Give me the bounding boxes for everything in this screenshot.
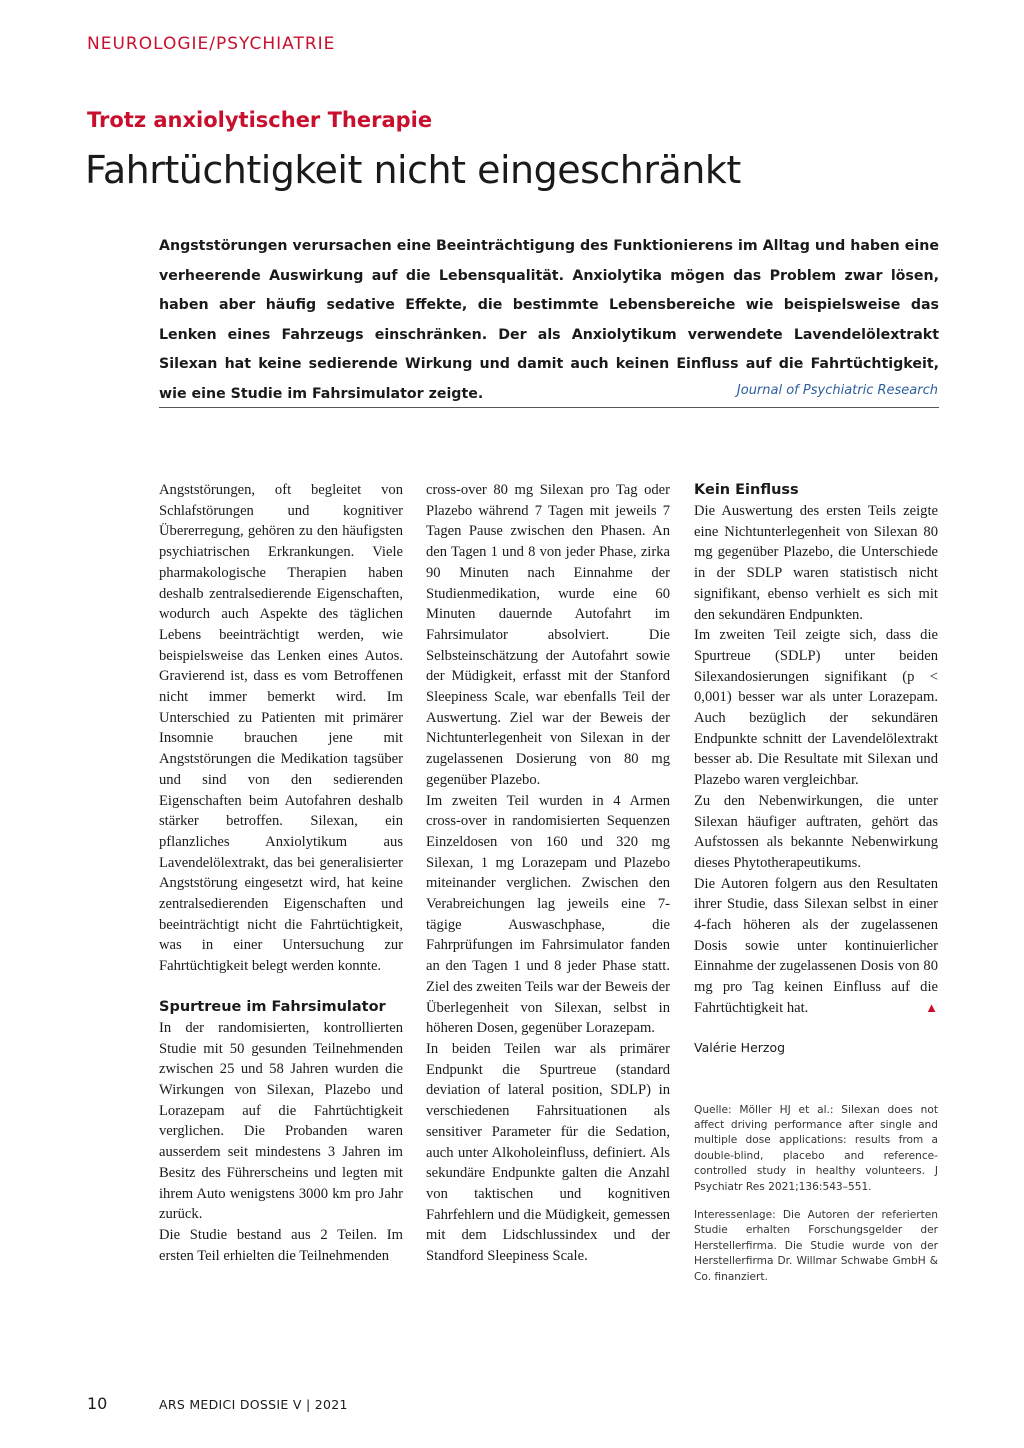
body-paragraph-study-part1: Die Studie bestand aus 2 Teilen. Im ersten Teil erhielten die Teilnehmenden (159, 1226, 403, 1264)
divider (159, 407, 939, 408)
publication-title: ARS MEDICI DOSSIE V | 2021 (159, 1397, 348, 1412)
lead-paragraph: Angststörungen verursachen eine Beeinträchtigung des Funktionierens im Alltag und haben eine verheerende Auswirkung auf die Lebensqualität. Anxiolytika mögen das Problem zwar lösen, haben aber häufig sedative Effekte, die bestimmte Lebensbereiche wie beispielsweise das Lenken eines Fahrzeugs einschränken. Der als Anxiolytikum verwendete Lavendelölextrakt Silexan hat keine sedierende Wirkung und damit auch keinen Einfluss auf die Fahrtüchtigkeit, wie eine Studie im Fahrsimulator zeigte. (159, 238, 939, 402)
body-paragraph: Im zweiten Teil zeigte sich, dass die Spurtreue (SDLP) unter beiden Silexandosierungen signifikant (p < 0,001) besser war als unter Lorazepam. Auch bezüglich der sekundären Endpunkte schnitt der Lavendelölextrakt besser ab. Die Resultate mit Silexan und Plazebo waren vergleichbar. (694, 627, 938, 789)
body-paragraph: Im zweiten Teil wurden in 4 Armen cross-over in randomisierten Sequenzen Einzeldosen von 160 und 320 mg Silexan, 1 mg Lorazepam und Plazebo miteinander verglichen. Zwischen den Verabreichungen lag jeweils eine 7-tägige Auswaschphase, die Fahrprüfungen im Fahrsimulator fanden an den Tagen 1 und 8 jeder Phase statt. Ziel des zweiten Teils war der Beweis der Überlegenheit von Silexan, selbst in höheren Dosen, gegenüber Lorazepam. (426, 792, 670, 1037)
column-3 (694, 480, 938, 1285)
column-2 (426, 480, 670, 1267)
body-paragraph-study-part1-cont: cross-over 80 mg Silexan pro Tag oder Plazebo während 7 Tagen mit jeweils 7 Tagen Pause zwischen den Phasen. An den Tagen 1 und 8 von jeder Phase, zirka 90 Minuten nach Einnahme der Studienmedikation, wurde eine 60 Minuten dauernde Autofahrt im Fahrsimulator absolviert. Die Selbsteinschätzung der Autofahrt sowie der Müdigkeit, erfasst mit der Stanford Sleepiness Scale, war ebenfalls Teil der Auswertung. Ziel war der Beweis der Nichtunterlegenheit von Silexan in der zugelassenen Dosierung von 80 mg gegenüber Plazebo. (426, 482, 670, 788)
journal-citation: Journal of Psychiatric Research (736, 383, 938, 398)
body-paragraph: Zu den Nebenwirkungen, die unter Silexan häufiger auftraten, gehört das Aufstossen als bekannte Nebenwirkung dieses Phytotherapeutikums. (694, 792, 938, 871)
body-paragraph: Angststörungen, oft begleitet von Schlafstörungen und kognitiver Übererregung, gehören zu den häufigsten psychiatrischen Erkrankungen. Viele pharmakologische Therapien haben deshalb zentralsedierende Eigenschaften, wodurch auch Aspekte des täglichen Lebens beeinträchtigt werden, wie beispielsweise das Lenken eines Autos. Gravierend ist, dass es vom Betroffenen nicht immer bemerkt wird. Im Unterschied zu Patienten mit primärer Insomnie brauchen jene mit Angststörungen die Medikation tagsüber und sind von den sedierenden Eigenschaften beim Autofahren deshalb stärker betroffen. Silexan, ein pflanzliches Anxiolytikum aus Lavendelölextrakt, das bei generalisierter Angststörung eingesetzt wird, hat keine zentralsedierenden Eigenschaften und beeinträchtigt nicht die Fahrtüchtigkeit, was in einer Untersuchung zur Fahrtüchtigkeit belegt werden konnte. (159, 482, 403, 975)
subheading-spurtreue: Spurtreue im Fahrsimulator (159, 998, 386, 1015)
author-name: Valérie Herzog (694, 1039, 786, 1055)
subheading-kein-einfluss: Kein Einfluss (694, 482, 799, 498)
kicker-title: Trotz anxiolytischer Therapie (87, 108, 433, 132)
source-note: Quelle: Möller HJ et al.: Silexan does not affect driving performance after single and multiple dose applications: results from a double-blind, placebo and reference-controlled study in healthy volunteers. J Psychiatr Res 2021;136:543–551. (694, 1103, 938, 1193)
body-paragraph: In der randomisierten, kontrollierten Studie mit 50 gesunden Teilnehmenden zwischen 25 und 58 Jahren wurden die Wirkungen von Silexan, Plazebo und Lorazepam auf die Fahrtüchtigkeit verglichen. Die Probanden waren ausserdem seit mindestens 3 Jahren im Besitz des Führerscheins und legten mit ihrem Auto wenigstens 3000 km pro Jahr zurück. (159, 1019, 403, 1223)
body-paragraph-conclusion (694, 874, 938, 1019)
column-1 (159, 480, 403, 1266)
headline: Fahrtüchtigkeit nicht eingeschränkt (85, 148, 741, 192)
interest-note: Interessenlage: Die Autoren der referierten Studie erhalten Forschungsgelder der Herstellerfirma. Die Studie wurde von der Herstellerfirma Dr. Willmar Schwabe GmbH & Co. finanziert. (694, 1209, 938, 1283)
section-label: NEUROLOGIE/PSYCHIATRIE (87, 34, 336, 54)
conclusion-text: Die Autoren folgern aus den Resultaten ihrer Studie, dass Silexan selbst in einer 4-fach höheren als der zugelassenen Dosis sowie unter kontinuierlicher Einnahme der zugelassenen Dosis von 80 mg pro Tag keinen Einfluss auf die Fahrtüchtigkeit hat. (694, 875, 938, 1016)
body-paragraph: In beiden Teilen war als primärer Endpunkt die Spurtreue (standard deviation of lateral position, SDLP) in verschiedenen Fahrsituationen als sensitiver Parameter für die Sedation, auch unter Alkoholeinfluss, definiert. Als sekundäre Endpunkte galten die Anzahl von taktischen und kognitiven Fahrfehlern und die Müdigkeit, gemessen mit dem Lidschlussindex und der Standford Sleepiness Scale. (426, 1040, 670, 1265)
end-mark-icon: ▲ (925, 999, 938, 1015)
page-number: 10 (87, 1394, 108, 1413)
body-paragraph: Die Auswertung des ersten Teils zeigte eine Nichtunterlegenheit von Silexan 80 mg gegenüber Plazebo, die Unterschiede in der SDLP waren statistisch nicht signifikant, ebenso verhielt es sich mit den sekundären Endpunkten. (694, 503, 938, 623)
